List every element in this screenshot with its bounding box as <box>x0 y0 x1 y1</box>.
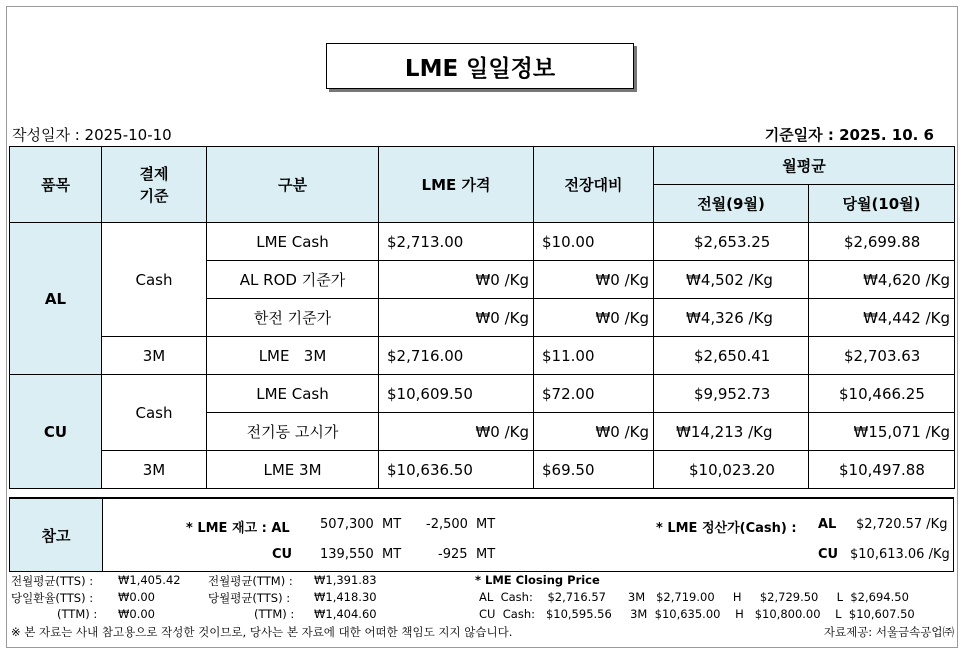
settle-title: * LME 정산가(Cash) : <box>656 521 797 536</box>
cu-change-unit: MT <box>476 547 496 562</box>
price-cell: ₩0 /Kg <box>379 299 534 337</box>
diff-cell: ₩0 /Kg <box>534 261 654 299</box>
settle-al-label: AL <box>818 517 837 532</box>
category-cell: LME Cash <box>207 375 379 413</box>
fx-value: ₩1,391.83 <box>314 573 377 587</box>
stock-title: * LME 재고 : AL <box>186 521 290 536</box>
settle-cash: Cash <box>102 223 207 337</box>
category-cell: LME Cash <box>207 223 379 261</box>
fx-value: ₩0.00 <box>118 607 155 621</box>
fx-label: 전월평균(TTS) : <box>11 574 94 588</box>
this-month-cell: ₩15,071 /Kg <box>809 413 955 451</box>
fx-label: 전월평균(TTM) : <box>208 574 293 588</box>
prev-month-cell: ₩4,326 /Kg <box>654 299 809 337</box>
item-label-cu: CU <box>10 375 102 489</box>
category-cell: LME 3M <box>207 337 379 375</box>
settle-cash: Cash <box>102 375 207 451</box>
fx-value: ₩1,404.60 <box>314 607 377 621</box>
header-item: 품목 <box>10 147 102 223</box>
diff-cell: ₩0 /Kg <box>534 413 654 451</box>
diff-cell: ₩0 /Kg <box>534 299 654 337</box>
this-month-cell: ₩4,442 /Kg <box>809 299 955 337</box>
reference-label: 참고 <box>10 499 103 571</box>
settle-3m: 3M <box>102 337 207 375</box>
fx-label: 당월평균(TTS) : <box>208 591 291 605</box>
this-month-cell: ₩4,620 /Kg <box>809 261 955 299</box>
header-prev-month: 전월(9월) <box>654 185 809 223</box>
fx-label: 당일환율(TTS) : <box>11 591 94 605</box>
header-this-month: 당월(10월) <box>809 185 955 223</box>
this-month-cell: $2,699.88 <box>809 223 955 261</box>
disclaimer: ※ 본 자료는 사내 참고용으로 작성한 것이므로, 당사는 본 자료에 대한 어떠한 책임도 지지 않습니다. <box>11 625 513 639</box>
prev-month-cell: $10,023.20 <box>654 451 809 489</box>
header-prev-diff: 전장대비 <box>534 147 654 223</box>
header-category: 구분 <box>207 147 379 223</box>
prev-month-cell: ₩4,502 /Kg <box>654 261 809 299</box>
closing-title: * LME Closing Price <box>475 573 600 587</box>
header-monthly-avg: 월평균 <box>654 147 955 185</box>
price-cell: $10,636.50 <box>379 451 534 489</box>
prev-month-cell: ₩14,213 /Kg <box>654 413 809 451</box>
fx-value: ₩1,418.30 <box>314 590 377 604</box>
price-cell: ₩0 /Kg <box>379 413 534 451</box>
prev-month-cell: $9,952.73 <box>654 375 809 413</box>
settle-cu-price: $10,613.06 /Kg <box>850 547 950 562</box>
cu-stock: 139,550 <box>320 547 374 562</box>
settle-cu-label: CU <box>818 547 839 562</box>
header-lme-price: LME 가격 <box>379 147 534 223</box>
fx-value: ₩0.00 <box>118 590 155 604</box>
price-cell: ₩0 /Kg <box>379 261 534 299</box>
this-month-cell: $2,703.63 <box>809 337 955 375</box>
closing-al: AL Cash: $2,716.57 3M $2,719.00 H $2,729.50 L $2,694.50 <box>479 590 909 604</box>
prev-month-cell: $2,650.41 <box>654 337 809 375</box>
created-date: 작성일자 : 2025-10-10 <box>12 126 172 144</box>
this-month-cell: $10,497.88 <box>809 451 955 489</box>
table-row <box>10 451 955 489</box>
cu-stock-change: -925 <box>438 547 468 562</box>
price-cell: $10,609.50 <box>379 375 534 413</box>
price-table <box>9 146 955 489</box>
settle-al-price: $2,720.57 /Kg <box>856 517 948 532</box>
fx-label: (TTM) : <box>57 607 98 621</box>
diff-cell: $10.00 <box>534 223 654 261</box>
price-cell: $2,713.00 <box>379 223 534 261</box>
cu-stock-unit: MT <box>382 547 402 562</box>
table-row <box>10 223 955 261</box>
fx-label: (TTM) : <box>254 607 295 621</box>
page-title: LME 일일정보 <box>326 43 634 89</box>
base-date: 기준일자 : 2025. 10. 6 <box>764 126 934 144</box>
prev-month-cell: $2,653.25 <box>654 223 809 261</box>
al-change-unit: MT <box>476 517 496 532</box>
header-row <box>10 147 955 185</box>
settle-3m: 3M <box>102 451 207 489</box>
diff-cell: $69.50 <box>534 451 654 489</box>
diff-cell: $11.00 <box>534 337 654 375</box>
cu-stock-label: CU <box>272 547 293 562</box>
table-row <box>10 337 955 375</box>
category-cell: LME 3M <box>207 451 379 489</box>
this-month-cell: $10,466.25 <box>809 375 955 413</box>
category-cell: AL ROD 기준가 <box>207 261 379 299</box>
category-cell: 전기동 고시가 <box>207 413 379 451</box>
table-row <box>10 375 955 413</box>
diff-cell: $72.00 <box>534 375 654 413</box>
item-label-al: AL <box>10 223 102 375</box>
price-cell: $2,716.00 <box>379 337 534 375</box>
al-stock-change: -2,500 <box>426 517 468 532</box>
category-cell: 한전 기준가 <box>207 299 379 337</box>
closing-cu: CU Cash: $10,595.56 3M $10,635.00 H $10,800.00 L $10,607.50 <box>479 607 915 621</box>
fx-value: ₩1,405.42 <box>118 573 181 587</box>
header-settle: 결제 기준 <box>102 147 207 223</box>
source-credit: 자료제공: 서울금속공업㈜ <box>823 625 954 639</box>
al-stock: 507,300 <box>320 517 374 532</box>
al-stock-unit: MT <box>382 517 402 532</box>
reference-section <box>9 497 954 572</box>
